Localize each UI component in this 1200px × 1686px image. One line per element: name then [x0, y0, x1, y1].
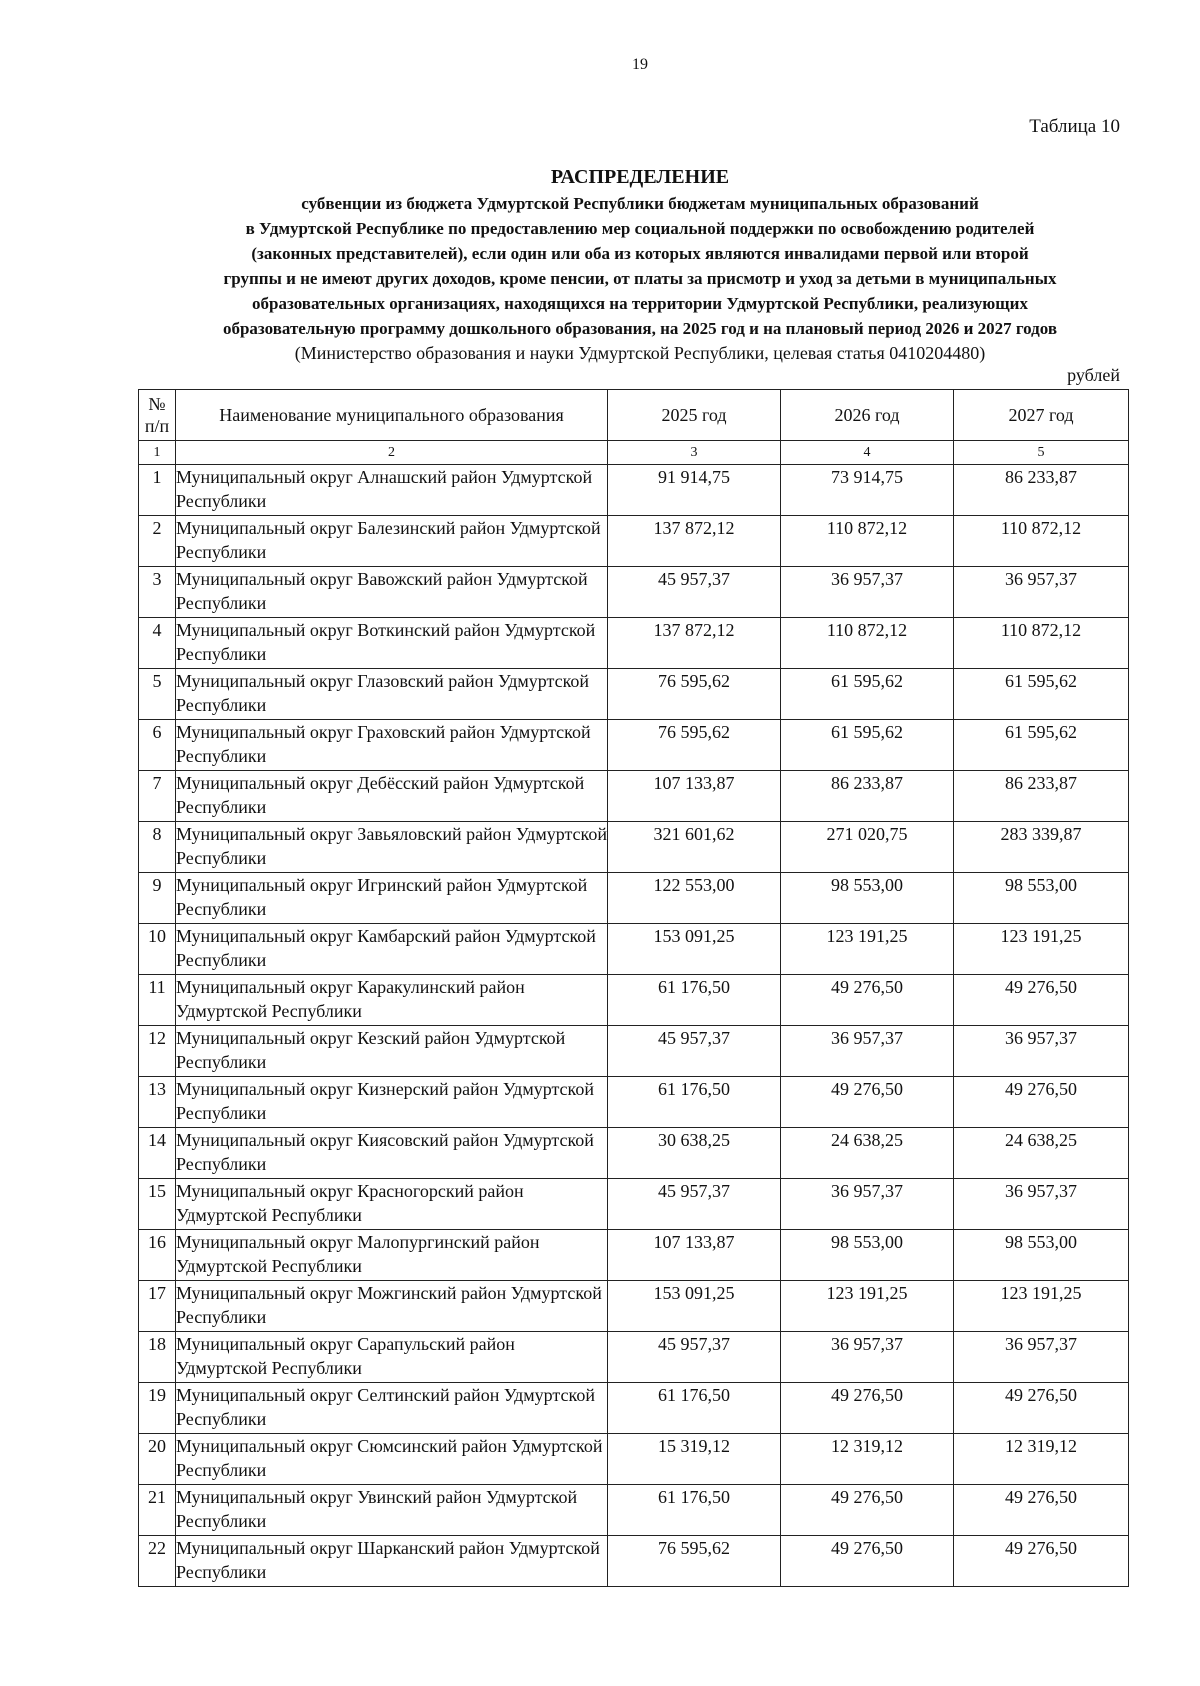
value-2027: 49 276,50 [954, 1536, 1129, 1587]
value-2026: 49 276,50 [781, 1383, 954, 1434]
table-row [139, 618, 1129, 669]
table-row [139, 1485, 1129, 1536]
column-number: 2 [176, 441, 608, 465]
value-2025: 107 133,87 [608, 771, 781, 822]
value-2027: 61 595,62 [954, 669, 1129, 720]
table-row [139, 1128, 1129, 1179]
document-title [128, 165, 1152, 365]
value-2027: 283 339,87 [954, 822, 1129, 873]
value-2025: 45 957,37 [608, 1179, 781, 1230]
table-row [139, 516, 1129, 567]
column-number: 4 [781, 441, 954, 465]
header-2026: 2026 год [781, 390, 954, 441]
table-row [139, 1383, 1129, 1434]
value-2025: 137 872,12 [608, 618, 781, 669]
column-number: 5 [954, 441, 1129, 465]
value-2025: 61 176,50 [608, 1383, 781, 1434]
row-number: 5 [139, 669, 176, 720]
row-number: 13 [139, 1077, 176, 1128]
row-number: 15 [139, 1179, 176, 1230]
municipality-name: Муниципальный округ Алнашский район Удмуртской Республики [176, 465, 608, 516]
table-row [139, 873, 1129, 924]
municipality-name: Муниципальный округ Камбарский район Удмуртской Республики [176, 924, 608, 975]
municipality-name: Муниципальный округ Граховский район Удмуртской Республики [176, 720, 608, 771]
table-row [139, 1536, 1129, 1587]
value-2025: 107 133,87 [608, 1230, 781, 1281]
value-2026: 24 638,25 [781, 1128, 954, 1179]
value-2026: 98 553,00 [781, 873, 954, 924]
value-2026: 49 276,50 [781, 1536, 954, 1587]
municipality-name: Муниципальный округ Дебёсский район Удмуртской Республики [176, 771, 608, 822]
value-2026: 49 276,50 [781, 1077, 954, 1128]
value-2025: 61 176,50 [608, 1485, 781, 1536]
row-number: 17 [139, 1281, 176, 1332]
municipality-name: Муниципальный округ Киясовский район Удмуртской Республики [176, 1128, 608, 1179]
value-2026: 123 191,25 [781, 924, 954, 975]
column-number: 1 [139, 441, 176, 465]
table-row [139, 1281, 1129, 1332]
title-line: в Удмуртской Республике по предоставлению мер социальной поддержки по освобождению родителей [245, 219, 1035, 238]
row-number: 12 [139, 1026, 176, 1077]
municipality-name: Муниципальный округ Глазовский район Удмуртской Республики [176, 669, 608, 720]
value-2026: 73 914,75 [781, 465, 954, 516]
row-number: 2 [139, 516, 176, 567]
value-2027: 61 595,62 [954, 720, 1129, 771]
value-2026: 49 276,50 [781, 975, 954, 1026]
value-2025: 45 957,37 [608, 567, 781, 618]
value-2025: 153 091,25 [608, 1281, 781, 1332]
title-line: образовательных организациях, находящихся на территории Удмуртской Республики, реализующих [252, 294, 1028, 313]
value-2027: 49 276,50 [954, 975, 1129, 1026]
municipality-name: Муниципальный округ Кезский район Удмуртской Республики [176, 1026, 608, 1077]
value-2027: 110 872,12 [954, 618, 1129, 669]
municipality-name: Муниципальный округ Каракулинский район Удмуртской Республики [176, 975, 608, 1026]
value-2025: 153 091,25 [608, 924, 781, 975]
table-row [139, 1332, 1129, 1383]
municipality-name: Муниципальный округ Вавожский район Удмуртской Республики [176, 567, 608, 618]
value-2025: 91 914,75 [608, 465, 781, 516]
value-2026: 61 595,62 [781, 720, 954, 771]
row-number: 22 [139, 1536, 176, 1587]
table-row [139, 1077, 1129, 1128]
units-label: рублей [1067, 365, 1120, 385]
row-number: 21 [139, 1485, 176, 1536]
row-number: 9 [139, 873, 176, 924]
municipality-name: Муниципальный округ Сюмсинский район Удмуртской Республики [176, 1434, 608, 1485]
table-row [139, 822, 1129, 873]
row-number: 10 [139, 924, 176, 975]
value-2026: 12 319,12 [781, 1434, 954, 1485]
value-2026: 36 957,37 [781, 1026, 954, 1077]
municipality-name: Муниципальный округ Кизнерский район Удмуртской Республики [176, 1077, 608, 1128]
column-number-row [139, 441, 1129, 465]
value-2027: 36 957,37 [954, 1026, 1129, 1077]
value-2026: 49 276,50 [781, 1485, 954, 1536]
table-row [139, 1026, 1129, 1077]
row-number: 3 [139, 567, 176, 618]
value-2025: 321 601,62 [608, 822, 781, 873]
row-number: 16 [139, 1230, 176, 1281]
value-2026: 36 957,37 [781, 567, 954, 618]
row-number: 19 [139, 1383, 176, 1434]
title-line: (законных представителей), если один или оба из которых являются инвалидами первой или второй [251, 244, 1029, 263]
page-number: 19 [632, 56, 648, 73]
value-2025: 76 595,62 [608, 669, 781, 720]
value-2026: 110 872,12 [781, 516, 954, 567]
table-label: Таблица 10 [1029, 116, 1120, 137]
value-2027: 36 957,37 [954, 1332, 1129, 1383]
table-row [139, 1179, 1129, 1230]
municipality-name: Муниципальный округ Малопургинский район Удмуртской Республики [176, 1230, 608, 1281]
value-2025: 137 872,12 [608, 516, 781, 567]
value-2026: 36 957,37 [781, 1179, 954, 1230]
row-number: 20 [139, 1434, 176, 1485]
table-row [139, 567, 1129, 618]
table-row [139, 1434, 1129, 1485]
row-number: 4 [139, 618, 176, 669]
header-name: Наименование муниципального образования [176, 390, 608, 441]
value-2027: 86 233,87 [954, 771, 1129, 822]
municipality-name: Муниципальный округ Селтинский район Удмуртской Республики [176, 1383, 608, 1434]
value-2026: 86 233,87 [781, 771, 954, 822]
value-2027: 49 276,50 [954, 1485, 1129, 1536]
value-2027: 49 276,50 [954, 1077, 1129, 1128]
header-2027: 2027 год [954, 390, 1129, 441]
value-2027: 123 191,25 [954, 924, 1129, 975]
row-number: 7 [139, 771, 176, 822]
municipality-name: Муниципальный округ Увинский район Удмуртской Республики [176, 1485, 608, 1536]
table-row [139, 924, 1129, 975]
value-2025: 76 595,62 [608, 1536, 781, 1587]
title-note: (Министерство образования и науки Удмуртской Республики, целевая статья 0410204480) [294, 343, 986, 363]
value-2025: 76 595,62 [608, 720, 781, 771]
value-2027: 12 319,12 [954, 1434, 1129, 1485]
title-line: группы и не имеют других доходов, кроме пенсии, от платы за присмотр и уход за детьми в муниципальных [223, 269, 1057, 288]
title-main: РАСПРЕДЕЛЕНИЕ [550, 166, 730, 188]
table-row [139, 975, 1129, 1026]
value-2027: 36 957,37 [954, 1179, 1129, 1230]
value-2027: 86 233,87 [954, 465, 1129, 516]
header-number: № п/п [139, 390, 176, 441]
municipality-name: Муниципальный округ Балезинский район Удмуртской Республики [176, 516, 608, 567]
header-2025: 2025 год [608, 390, 781, 441]
column-number: 3 [608, 441, 781, 465]
row-number: 8 [139, 822, 176, 873]
distribution-table [138, 389, 1129, 1587]
value-2027: 123 191,25 [954, 1281, 1129, 1332]
value-2027: 24 638,25 [954, 1128, 1129, 1179]
row-number: 18 [139, 1332, 176, 1383]
value-2026: 61 595,62 [781, 669, 954, 720]
value-2025: 122 553,00 [608, 873, 781, 924]
value-2027: 110 872,12 [954, 516, 1129, 567]
value-2025: 45 957,37 [608, 1026, 781, 1077]
value-2026: 271 020,75 [781, 822, 954, 873]
value-2027: 98 553,00 [954, 873, 1129, 924]
value-2026: 98 553,00 [781, 1230, 954, 1281]
value-2025: 15 319,12 [608, 1434, 781, 1485]
municipality-name: Муниципальный округ Завьяловский район Удмуртской Республики [176, 822, 608, 873]
row-number: 11 [139, 975, 176, 1026]
table-row [139, 465, 1129, 516]
table-header-row [139, 390, 1129, 441]
value-2025: 45 957,37 [608, 1332, 781, 1383]
municipality-name: Муниципальный округ Игринский район Удмуртской Республики [176, 873, 608, 924]
value-2025: 61 176,50 [608, 975, 781, 1026]
value-2025: 30 638,25 [608, 1128, 781, 1179]
row-number: 1 [139, 465, 176, 516]
value-2026: 123 191,25 [781, 1281, 954, 1332]
value-2027: 36 957,37 [954, 567, 1129, 618]
value-2027: 49 276,50 [954, 1383, 1129, 1434]
municipality-name: Муниципальный округ Шарканский район Удмуртской Республики [176, 1536, 608, 1587]
table-row [139, 720, 1129, 771]
table-row [139, 669, 1129, 720]
table-row [139, 1230, 1129, 1281]
row-number: 14 [139, 1128, 176, 1179]
value-2026: 36 957,37 [781, 1332, 954, 1383]
municipality-name: Муниципальный округ Красногорский район Удмуртской Республики [176, 1179, 608, 1230]
table-row [139, 771, 1129, 822]
title-line: субвенции из бюджета Удмуртской Республики бюджетам муниципальных образований [301, 194, 979, 213]
row-number: 6 [139, 720, 176, 771]
value-2025: 61 176,50 [608, 1077, 781, 1128]
municipality-name: Муниципальный округ Сарапульский район Удмуртской Республики [176, 1332, 608, 1383]
municipality-name: Муниципальный округ Воткинский район Удмуртской Республики [176, 618, 608, 669]
title-line: образовательную программу дошкольного образования, на 2025 год и на плановый период 2026 и 2027 годов [222, 319, 1058, 338]
value-2027: 98 553,00 [954, 1230, 1129, 1281]
municipality-name: Муниципальный округ Можгинский район Удмуртской Республики [176, 1281, 608, 1332]
value-2026: 110 872,12 [781, 618, 954, 669]
